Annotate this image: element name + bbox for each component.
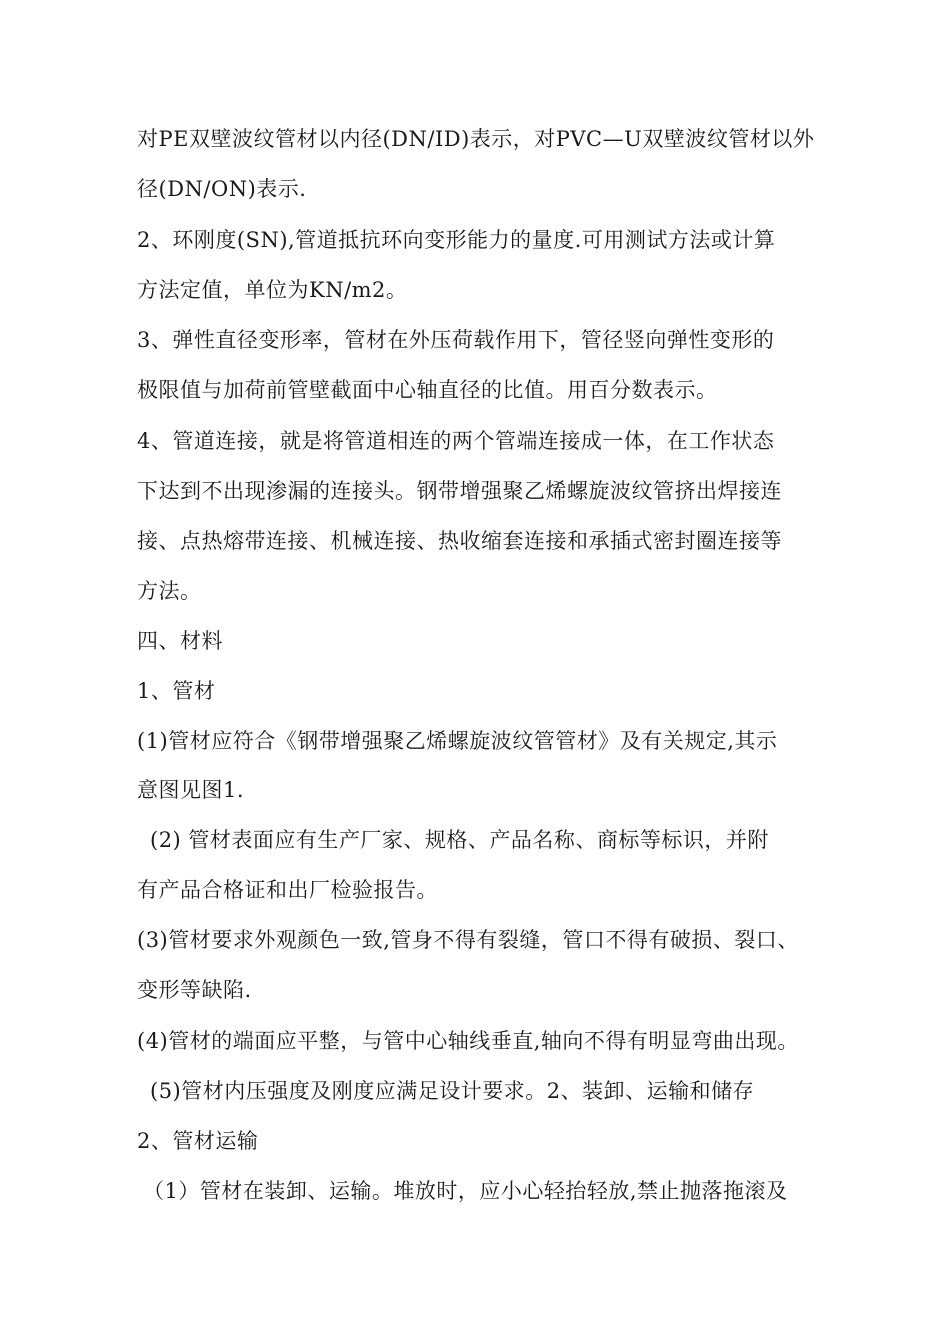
subsection-heading: 2、管材运输 [137,1129,259,1153]
text-line: (5)管材内压强度及刚度应满足设计要求。2、装卸、运输和储存 [150,1079,755,1103]
text-line: 接、点热熔带连接、机械连接、热收缩套连接和承插式密封圈连接等 [137,529,782,553]
text-line: 变形等缺陷. [137,978,252,1002]
text-line: 3、弹性直径变形率，管材在外压荷载作用下，管径竖向弹性变形的 [137,328,775,352]
text-line: 4、管道连接，就是将管道相连的两个管端连接成一体，在工作状态 [137,429,775,453]
text-line: 意图见图1. [137,778,245,802]
text-line: 2、环刚度(SN),管道抵抗环向变形能力的量度.可用测试方法或计算 [137,228,776,252]
text-line: 对PE双壁波纹管材以内径(DN/ID)表示，对PVC—U双壁波纹管材以外 [137,127,815,151]
text-line: 下达到不出现渗漏的连接头。钢带增强聚乙烯螺旋波纹管挤出焊接连 [137,479,782,503]
text-line: 极限值与加荷前管壁截面中心轴直径的比值。用百分数表示。 [137,378,718,402]
text-line: （1）管材在装卸、运输。堆放时，应小心轻抬轻放,禁止抛落拖滚及 [143,1179,788,1203]
text-line: (1)管材应符合《钢带增强聚乙烯螺旋波纹管管材》及有关规定,其示 [137,729,778,753]
text-line: 方法。 [137,579,202,603]
text-line: (2) 管材表面应有生产厂家、规格、产品名称、商标等标识，并附 [150,828,769,852]
text-line: 方法定值，单位为KN/m2。 [137,278,408,302]
section-heading: 四、材料 [137,629,223,653]
text-line: 径(DN/ON)表示. [137,177,307,201]
text-line: 有产品合格证和出厂检验报告。 [137,878,438,902]
text-line: (3)管材要求外观颜色一致,管身不得有裂缝，管口不得有破损、裂口、 [137,928,799,952]
text-line: (4)管材的端面应平整，与管中心轴线垂直,轴向不得有明显弯曲出现。 [137,1029,799,1053]
subsection-heading: 1、管材 [137,679,216,703]
